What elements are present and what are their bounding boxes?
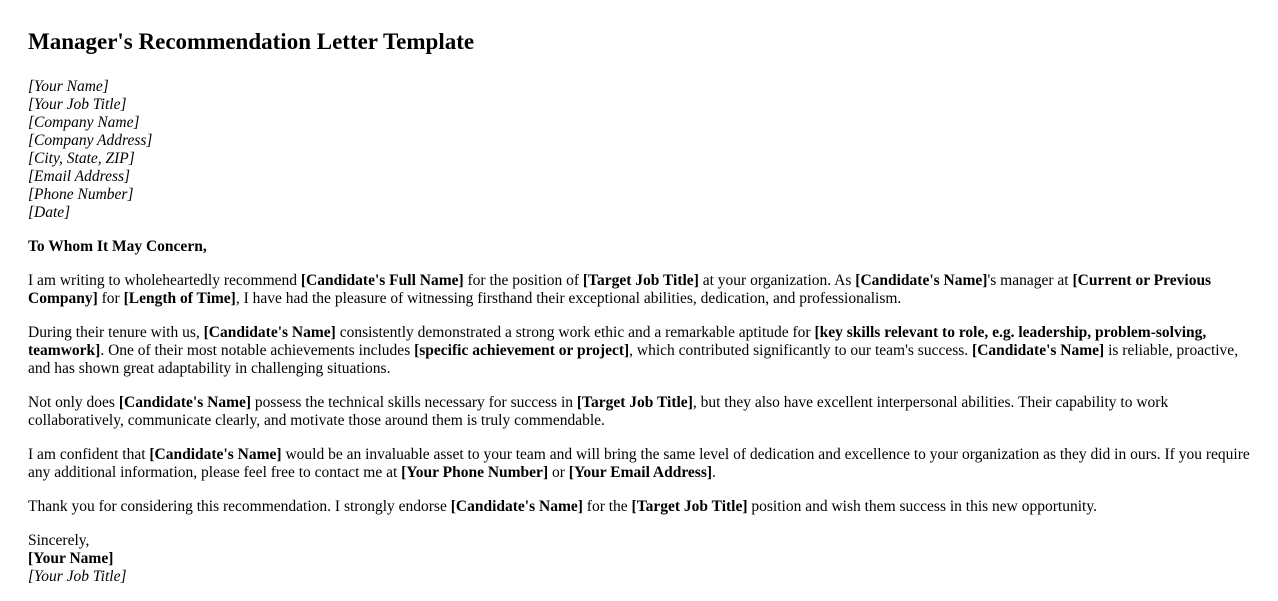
placeholder-field: [Candidate's Name] <box>855 272 988 289</box>
salutation: To Whom It May Concern, <box>28 238 207 255</box>
sign-off: Sincerely, <box>28 532 90 549</box>
signer-name: [Your Name] <box>28 550 114 567</box>
placeholder-field: [Your Email Address] <box>568 464 713 481</box>
paragraph-text: at your organization. As <box>698 272 856 289</box>
closing-block <box>28 532 1250 586</box>
paragraph-text: , which contributed significantly to our team's success. <box>629 342 973 359</box>
placeholder-field: [specific achievement or project] <box>414 342 630 359</box>
paragraph-text: Thank you for considering this recommendation. I strongly endorse <box>28 498 451 515</box>
paragraph-text: consistently demonstrated a strong work ethic and a remarkable aptitude for <box>335 324 815 341</box>
body-paragraph <box>28 394 1250 430</box>
paragraph-text: for <box>97 290 124 307</box>
placeholder-field: [Candidate's Name] <box>203 324 336 341</box>
sender-line: [Your Name] <box>28 78 109 95</box>
paragraph-text: position and wish them success in this new opportunity. <box>747 498 1097 515</box>
body-paragraph <box>28 446 1250 482</box>
paragraph-text: for the <box>582 498 632 515</box>
placeholder-field: [key skills relevant to role, e.g. leadership, problem-solving, teamwork] <box>28 324 1207 359</box>
sender-line: [Email Address] <box>28 168 131 185</box>
placeholder-field: [Length of Time] <box>123 290 236 307</box>
sender-line: [Company Name] <box>28 114 140 131</box>
paragraph-text: During their tenure with us, <box>28 324 204 341</box>
sender-line: [Your Job Title] <box>28 96 127 113</box>
sender-block <box>28 78 1250 222</box>
body-paragraph <box>28 272 1250 308</box>
body-paragraph <box>28 324 1250 378</box>
paragraph-text: I am confident that <box>28 446 150 463</box>
paragraph-text: . One of their most notable achievements includes <box>100 342 415 359</box>
paragraph-text: for the position of <box>463 272 583 289</box>
placeholder-field: [Candidate's Name] <box>118 394 252 411</box>
placeholder-field: [Your Phone Number] <box>401 464 549 481</box>
paragraph-text: . <box>712 464 716 481</box>
placeholder-field: [Candidate's Name] <box>972 342 1105 359</box>
sender-line: [Date] <box>28 204 71 221</box>
paragraph-text: Not only does <box>28 394 119 411</box>
letter-body <box>28 272 1250 516</box>
sender-line: [City, State, ZIP] <box>28 150 135 167</box>
placeholder-field: [Candidate's Name] <box>450 498 583 515</box>
paragraph-text: , but they also have excellent interpersonal abilities. Their capability to work collaboratively, communicate clearly, and motivate those around them is truly commendable. <box>28 394 1169 429</box>
paragraph-text: possess the technical skills necessary for success in <box>251 394 577 411</box>
sender-line: [Company Address] <box>28 132 153 149</box>
paragraph-text: 's manager at <box>987 272 1073 289</box>
paragraph-text: I am writing to wholeheartedly recommend <box>28 272 301 289</box>
paragraph-text: would be an invaluable asset to your team and will bring the same level of dedication and excellence to your organization as they did in ours. If you require any additional information, please feel free to contact me at <box>28 446 1250 481</box>
placeholder-field: [Candidate's Name] <box>149 446 282 463</box>
body-paragraph <box>28 498 1250 516</box>
paragraph-text: , I have had the pleasure of witnessing firsthand their exceptional abilities, dedication, and professionalism. <box>235 290 902 307</box>
placeholder-field: [Target Job Title] <box>582 272 699 289</box>
placeholder-field: [Target Job Title] <box>631 498 748 515</box>
placeholder-field: [Current or Previous Company] <box>28 272 1212 307</box>
signer-job-title: [Your Job Title] <box>28 568 127 585</box>
paragraph-text: or <box>548 464 569 481</box>
sender-line: [Phone Number] <box>28 186 134 203</box>
placeholder-field: [Candidate's Full Name] <box>300 272 464 289</box>
page-title: Manager's Recommendation Letter Template <box>28 29 475 54</box>
paragraph-text: is reliable, proactive, and has shown great adaptability in challenging situations. <box>28 342 1239 377</box>
placeholder-field: [Target Job Title] <box>576 394 693 411</box>
